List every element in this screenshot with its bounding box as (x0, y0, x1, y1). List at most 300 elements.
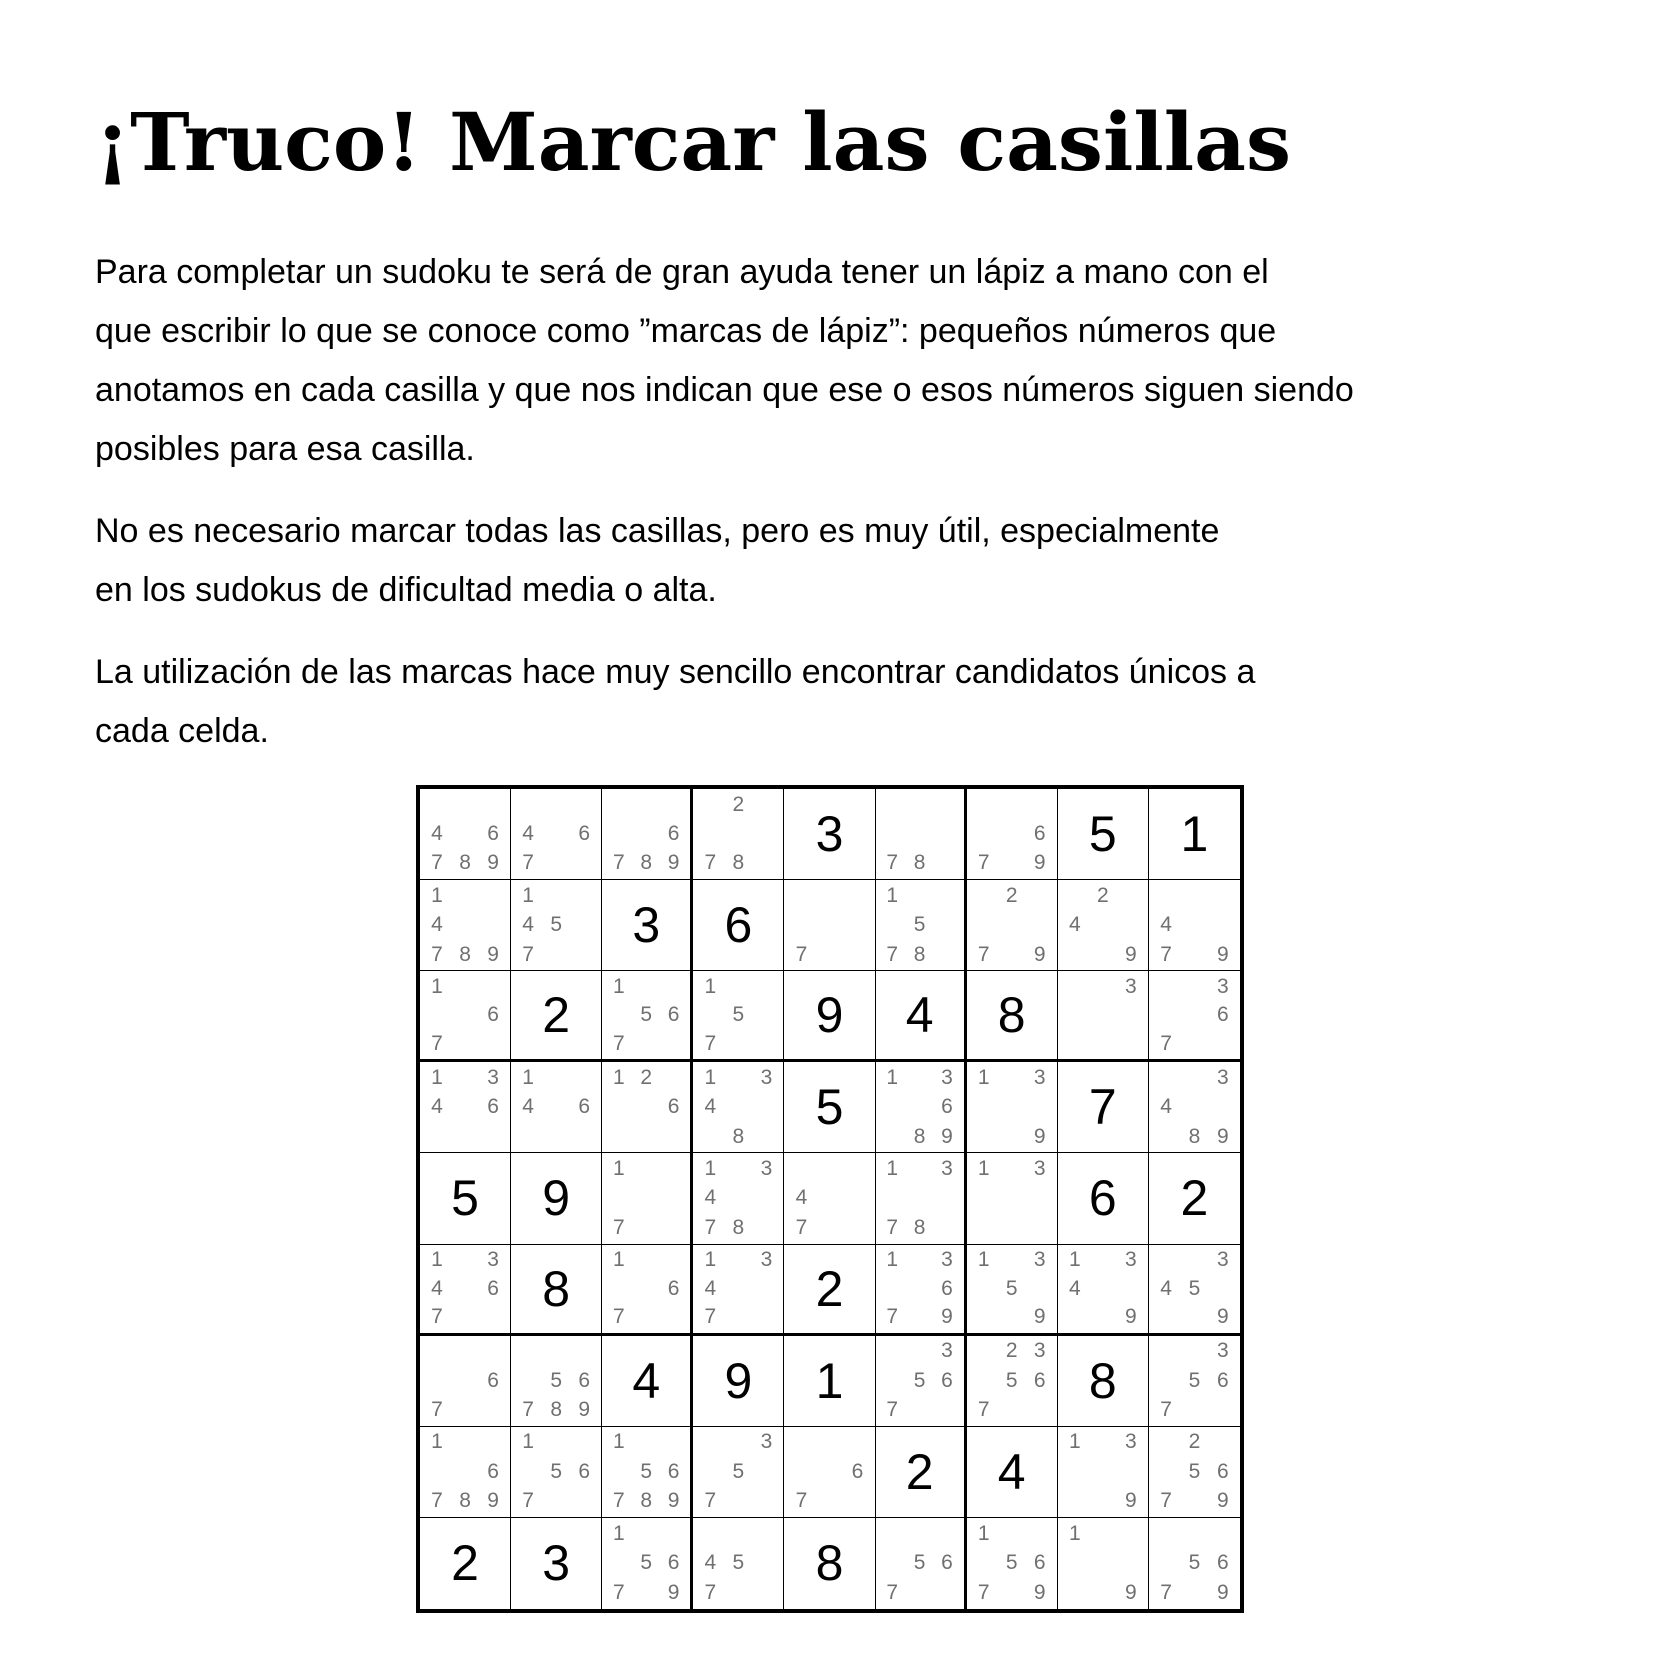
sudoku-cell (693, 789, 784, 880)
pencil-marks (879, 1519, 961, 1608)
sudoku-cell (420, 1518, 511, 1609)
pencil-mark: 7 (613, 1215, 625, 1239)
pencil-mark: 8 (459, 851, 471, 875)
sudoku-cell (784, 880, 875, 971)
pencil-mark: 7 (431, 1489, 443, 1513)
paragraph-line: en los sudokus de dificultad media o alta. (95, 571, 717, 609)
sudoku-cell (420, 789, 511, 880)
pencil-marks (1152, 1337, 1237, 1425)
sudoku-cell (784, 971, 875, 1062)
pencil-marks (423, 1337, 507, 1425)
pencil-mark: 7 (886, 942, 899, 966)
pencil-marks (787, 1428, 871, 1516)
pencil-marks (1061, 1246, 1145, 1332)
pencil-mark: 5 (1005, 1551, 1018, 1575)
paragraph-line: La utilización de las marcas hace muy sencillo encontrar candidatos únicos a (95, 653, 1256, 691)
pencil-mark: 6 (578, 1095, 591, 1119)
pencil-marks (1152, 1428, 1237, 1516)
pencil-mark: 3 (1216, 1066, 1229, 1089)
pencil-marks (696, 972, 780, 1058)
sudoku-cell (602, 1153, 693, 1244)
pencil-mark: 8 (550, 1398, 562, 1422)
sudoku-cell (602, 789, 693, 880)
pencil-marks (514, 1428, 598, 1516)
pencil-mark: 1 (431, 1066, 443, 1089)
pencil-mark: 7 (613, 1305, 625, 1329)
pencil-marks (879, 1246, 961, 1332)
pencil-mark: 9 (1216, 1489, 1229, 1513)
sudoku-cell (420, 1427, 511, 1518)
pencil-mark: 8 (913, 1124, 926, 1148)
pencil-mark: 8 (459, 1489, 471, 1513)
pencil-mark: 8 (1188, 1124, 1201, 1148)
given-digit: 1 (1180, 806, 1209, 863)
pencil-mark: 9 (941, 1124, 953, 1148)
pencil-mark: 1 (886, 1157, 899, 1181)
pencil-mark: 9 (1216, 1581, 1229, 1605)
pencil-mark: 7 (977, 851, 990, 875)
given-digit: 2 (1180, 1170, 1209, 1227)
pencil-marks (970, 881, 1054, 969)
pencil-mark: 3 (487, 1066, 499, 1089)
pencil-mark: 7 (886, 1398, 899, 1422)
pencil-mark: 6 (941, 1368, 953, 1392)
sudoku-cell (420, 1153, 511, 1244)
pencil-marks (1152, 1063, 1237, 1151)
pencil-mark: 9 (667, 1581, 680, 1605)
given-digit: 8 (542, 1260, 571, 1317)
pencil-mark: 9 (941, 1305, 953, 1329)
pencil-mark: 1 (613, 974, 625, 998)
pencil-mark: 7 (1160, 1489, 1172, 1513)
pencil-mark: 5 (1188, 1368, 1201, 1392)
sudoku-cell (967, 1062, 1058, 1153)
pencil-mark: 6 (1033, 1551, 1046, 1575)
sudoku-cell (511, 1245, 602, 1336)
sudoku-cell (967, 789, 1058, 880)
pencil-mark: 3 (1033, 1066, 1046, 1089)
pencil-marks (605, 1519, 687, 1608)
sudoku-cell (1149, 1427, 1240, 1518)
given-digit: 9 (542, 1170, 571, 1227)
pencil-mark: 7 (795, 1215, 808, 1239)
pencil-mark: 7 (431, 851, 443, 875)
pencil-mark: 9 (1033, 1581, 1046, 1605)
pencil-mark: 7 (613, 1489, 625, 1513)
sudoku-cell (1149, 971, 1240, 1062)
sudoku-cell (602, 1062, 693, 1153)
pencil-marks (879, 1337, 961, 1425)
pencil-mark: 5 (550, 1459, 562, 1483)
pencil-mark: 8 (732, 1124, 745, 1148)
pencil-mark: 1 (977, 1247, 990, 1271)
sudoku-cell (602, 1518, 693, 1609)
pencil-marks (970, 1337, 1054, 1425)
pencil-mark: 1 (613, 1430, 625, 1454)
pencil-marks (787, 881, 871, 969)
pencil-mark: 1 (704, 1247, 717, 1271)
given-digit: 6 (724, 897, 753, 954)
pencil-mark: 3 (1033, 1339, 1046, 1363)
pencil-mark: 6 (1216, 1003, 1229, 1027)
pencil-mark: 5 (732, 1459, 745, 1483)
given-digit: 4 (905, 987, 934, 1044)
pencil-mark: 2 (1005, 1339, 1018, 1363)
pencil-mark: 9 (1033, 942, 1046, 966)
sudoku-cell (784, 1153, 875, 1244)
sudoku-cell (602, 880, 693, 971)
pencil-mark: 4 (795, 1186, 808, 1210)
given-digit: 3 (815, 806, 844, 863)
pencil-mark: 9 (667, 851, 680, 875)
pencil-mark: 5 (550, 1368, 562, 1392)
pencil-mark: 7 (522, 1489, 534, 1513)
pencil-mark: 7 (886, 1581, 899, 1605)
pencil-mark: 9 (1125, 1581, 1137, 1605)
pencil-mark: 6 (487, 1459, 499, 1483)
pencil-mark: 9 (1033, 1124, 1046, 1148)
paragraph-benefit (95, 643, 1575, 761)
pencil-mark: 1 (431, 974, 443, 998)
pencil-mark: 3 (1033, 1157, 1046, 1181)
pencil-mark: 1 (613, 1157, 625, 1181)
sudoku-grid (416, 785, 1244, 1613)
pencil-mark: 7 (704, 1305, 717, 1329)
sudoku-cell (420, 1336, 511, 1427)
pencil-mark: 9 (487, 942, 499, 966)
pencil-mark: 5 (913, 1551, 926, 1575)
pencil-mark: 1 (431, 1247, 443, 1271)
pencil-mark: 3 (760, 1157, 773, 1181)
sudoku-cell (511, 1336, 602, 1427)
sudoku-cell (1149, 789, 1240, 880)
given-digit: 6 (1088, 1170, 1117, 1227)
pencil-marks (423, 1246, 507, 1332)
pencil-mark: 1 (522, 1066, 534, 1089)
sudoku-cell (693, 1153, 784, 1244)
pencil-marks (696, 790, 780, 878)
sudoku-cell (511, 880, 602, 971)
pencil-mark: 8 (640, 1489, 653, 1513)
sudoku-cell (693, 971, 784, 1062)
pencil-mark: 3 (1125, 1247, 1137, 1271)
pencil-mark: 7 (704, 1215, 717, 1239)
sudoku-cell (876, 1245, 967, 1336)
sudoku-cell (876, 1153, 967, 1244)
pencil-mark: 3 (760, 1247, 773, 1271)
pencil-mark: 1 (977, 1521, 990, 1545)
pencil-mark: 5 (913, 1368, 926, 1392)
pencil-mark: 9 (1125, 1489, 1137, 1513)
pencil-mark: 9 (1125, 1305, 1137, 1329)
sudoku-cell (784, 1427, 875, 1518)
pencil-mark: 6 (667, 1003, 680, 1027)
pencil-mark: 6 (1216, 1459, 1229, 1483)
given-digit: 2 (815, 1260, 844, 1317)
pencil-marks (879, 1154, 961, 1242)
sudoku-cell (967, 1518, 1058, 1609)
pencil-mark: 8 (913, 1215, 926, 1239)
pencil-mark: 4 (431, 913, 443, 937)
pencil-mark: 2 (1005, 883, 1018, 907)
pencil-marks (423, 1428, 507, 1516)
pencil-mark: 7 (1160, 942, 1172, 966)
pencil-marks (970, 1519, 1054, 1608)
pencil-marks (696, 1063, 780, 1151)
given-digit: 2 (451, 1535, 479, 1592)
pencil-mark: 6 (1033, 1368, 1046, 1392)
pencil-mark: 4 (431, 1276, 443, 1300)
pencil-marks (605, 1428, 687, 1516)
pencil-mark: 7 (886, 1215, 899, 1239)
given-digit: 9 (724, 1352, 753, 1409)
pencil-mark: 2 (1096, 883, 1109, 907)
pencil-mark: 1 (704, 1066, 717, 1089)
pencil-marks (879, 1063, 961, 1151)
paragraph-line: No es necesario marcar todas las casillas, pero es muy útil, especialmente (95, 512, 1220, 550)
pencil-mark: 3 (941, 1157, 953, 1181)
pencil-mark: 4 (704, 1551, 717, 1575)
sudoku-cell (876, 1427, 967, 1518)
pencil-mark: 7 (613, 1581, 625, 1605)
sudoku-cell (602, 1245, 693, 1336)
pencil-mark: 6 (487, 1276, 499, 1300)
pencil-mark: 1 (886, 1066, 899, 1089)
sudoku-cell (876, 789, 967, 880)
sudoku-cell (602, 1336, 693, 1427)
paragraph-line: anotamos en cada casilla y que nos indican que ese o esos números siguen siendo (95, 371, 1354, 409)
pencil-marks (1152, 972, 1237, 1058)
pencil-mark: 2 (640, 1066, 653, 1089)
pencil-mark: 6 (487, 822, 499, 846)
pencil-marks (605, 972, 687, 1058)
pencil-marks (970, 1154, 1054, 1242)
pencil-mark: 4 (522, 1095, 534, 1119)
paragraph-intro (95, 243, 1575, 479)
pencil-mark: 3 (1216, 1247, 1229, 1271)
sudoku-cell (784, 789, 875, 880)
pencil-mark: 9 (487, 1489, 499, 1513)
sudoku-cell (602, 1427, 693, 1518)
pencil-marks (787, 1154, 871, 1242)
page-title: ¡Truco! Marcar las casillas (95, 95, 1292, 189)
sudoku-cell (1058, 1153, 1149, 1244)
pencil-marks (970, 1063, 1054, 1151)
pencil-mark: 1 (1068, 1521, 1081, 1545)
pencil-mark: 1 (704, 1157, 717, 1181)
pencil-mark: 9 (1033, 851, 1046, 875)
sudoku-cell (967, 1153, 1058, 1244)
pencil-mark: 4 (522, 913, 534, 937)
given-digit: 8 (1088, 1352, 1117, 1409)
pencil-mark: 6 (487, 1003, 499, 1027)
given-digit: 3 (542, 1535, 571, 1592)
pencil-mark: 6 (941, 1276, 953, 1300)
pencil-marks (423, 881, 507, 969)
sudoku-cell (511, 789, 602, 880)
pencil-marks (970, 1246, 1054, 1332)
sudoku-cell (784, 1336, 875, 1427)
sudoku-cell (967, 1336, 1058, 1427)
pencil-mark: 1 (886, 1247, 899, 1271)
pencil-mark: 1 (977, 1066, 990, 1089)
sudoku-cell (1058, 971, 1149, 1062)
pencil-mark: 7 (613, 1031, 625, 1055)
pencil-mark: 7 (522, 851, 534, 875)
sudoku-cell (876, 1336, 967, 1427)
pencil-mark: 7 (1160, 1031, 1172, 1055)
pencil-mark: 8 (459, 942, 471, 966)
sudoku-cell (420, 880, 511, 971)
pencil-mark: 5 (732, 1551, 745, 1575)
pencil-marks (514, 1337, 598, 1425)
sudoku-cell (1058, 880, 1149, 971)
pencil-mark: 9 (667, 1489, 680, 1513)
given-digit: 3 (632, 897, 661, 954)
pencil-mark: 6 (1033, 822, 1046, 846)
sudoku-cell (511, 971, 602, 1062)
paragraph-advice (95, 502, 1575, 620)
sudoku-cell (602, 971, 693, 1062)
pencil-mark: 7 (431, 942, 443, 966)
given-digit: 5 (815, 1079, 844, 1136)
pencil-mark: 4 (431, 822, 443, 846)
pencil-mark: 6 (667, 1095, 680, 1119)
pencil-marks (970, 790, 1054, 878)
given-digit: 5 (1088, 806, 1117, 863)
sudoku-cell (511, 1518, 602, 1609)
sudoku-cell (1058, 1062, 1149, 1153)
pencil-mark: 7 (704, 1489, 717, 1513)
sudoku-cell (876, 880, 967, 971)
sudoku-cell (1058, 1518, 1149, 1609)
pencil-marks (1152, 1519, 1237, 1608)
pencil-marks (423, 972, 507, 1058)
given-digit: 1 (815, 1352, 844, 1409)
pencil-mark: 6 (578, 822, 591, 846)
pencil-marks (423, 790, 507, 878)
pencil-mark: 6 (941, 1095, 953, 1119)
pencil-marks (514, 790, 598, 878)
pencil-mark: 1 (431, 883, 443, 907)
sudoku-cell (967, 880, 1058, 971)
pencil-mark: 5 (640, 1459, 653, 1483)
pencil-mark: 7 (886, 1305, 899, 1329)
pencil-mark: 7 (522, 942, 534, 966)
pencil-mark: 5 (550, 913, 562, 937)
pencil-marks (696, 1246, 780, 1332)
pencil-mark: 5 (1188, 1551, 1201, 1575)
pencil-marks (423, 1063, 507, 1151)
pencil-mark: 7 (795, 1489, 808, 1513)
pencil-mark: 7 (704, 851, 717, 875)
pencil-mark: 1 (886, 883, 899, 907)
pencil-marks (696, 1154, 780, 1242)
pencil-marks (696, 1519, 780, 1608)
pencil-mark: 8 (732, 851, 745, 875)
pencil-mark: 3 (941, 1247, 953, 1271)
paragraph-line: cada celda. (95, 712, 269, 750)
pencil-mark: 3 (1125, 1430, 1137, 1454)
sudoku-cell (967, 1427, 1058, 1518)
pencil-mark: 6 (667, 1551, 680, 1575)
pencil-marks (605, 1063, 687, 1151)
pencil-mark: 9 (1216, 1124, 1229, 1148)
sudoku-cell (876, 1518, 967, 1609)
pencil-mark: 7 (431, 1398, 443, 1422)
sudoku-cell (1149, 1245, 1240, 1336)
pencil-marks (1061, 881, 1145, 969)
pencil-mark: 4 (704, 1095, 717, 1119)
sudoku-cell (784, 1245, 875, 1336)
sudoku-cell (511, 1062, 602, 1153)
pencil-mark: 6 (667, 822, 680, 846)
pencil-mark: 1 (1068, 1247, 1081, 1271)
pencil-mark: 8 (732, 1215, 745, 1239)
pencil-mark: 7 (431, 1031, 443, 1055)
pencil-mark: 1 (704, 974, 717, 998)
given-digit: 4 (997, 1443, 1026, 1500)
pencil-mark: 7 (886, 851, 899, 875)
pencil-mark: 3 (1216, 1339, 1229, 1363)
pencil-mark: 6 (667, 1459, 680, 1483)
sudoku-cell (693, 880, 784, 971)
given-digit: 5 (451, 1170, 479, 1227)
pencil-mark: 7 (704, 1031, 717, 1055)
pencil-mark: 4 (1160, 913, 1172, 937)
pencil-marks (879, 881, 961, 969)
pencil-mark: 9 (1125, 942, 1137, 966)
pencil-mark: 5 (1005, 1276, 1018, 1300)
pencil-mark: 3 (1033, 1247, 1046, 1271)
pencil-mark: 7 (522, 1398, 534, 1422)
pencil-mark: 6 (851, 1459, 864, 1483)
pencil-mark: 6 (578, 1459, 591, 1483)
sudoku-cell (693, 1427, 784, 1518)
given-digit: 4 (632, 1352, 661, 1409)
pencil-mark: 3 (941, 1339, 953, 1363)
pencil-mark: 8 (913, 942, 926, 966)
pencil-marks (605, 1154, 687, 1242)
sudoku-cell (511, 1153, 602, 1244)
sudoku-cell (1149, 1518, 1240, 1609)
sudoku-cell (420, 1245, 511, 1336)
given-digit: 2 (542, 987, 571, 1044)
pencil-mark: 3 (1216, 974, 1229, 998)
given-digit: 7 (1088, 1079, 1117, 1136)
pencil-mark: 6 (487, 1368, 499, 1392)
pencil-mark: 8 (640, 851, 653, 875)
pencil-mark: 4 (431, 1095, 443, 1119)
sudoku-cell (784, 1062, 875, 1153)
pencil-mark: 5 (913, 913, 926, 937)
pencil-marks (879, 790, 961, 878)
sudoku-cell (1058, 1427, 1149, 1518)
pencil-mark: 4 (522, 822, 534, 846)
pencil-mark: 2 (732, 792, 745, 816)
sudoku-cell (1149, 1336, 1240, 1427)
sudoku-cell (967, 1245, 1058, 1336)
sudoku-cell (1058, 1336, 1149, 1427)
pencil-mark: 9 (578, 1398, 591, 1422)
pencil-mark: 7 (977, 1398, 990, 1422)
pencil-mark: 4 (1160, 1095, 1172, 1119)
pencil-mark: 3 (941, 1066, 953, 1089)
pencil-mark: 1 (613, 1521, 625, 1545)
pencil-mark: 5 (1188, 1459, 1201, 1483)
pencil-mark: 5 (640, 1551, 653, 1575)
sudoku-cell (511, 1427, 602, 1518)
